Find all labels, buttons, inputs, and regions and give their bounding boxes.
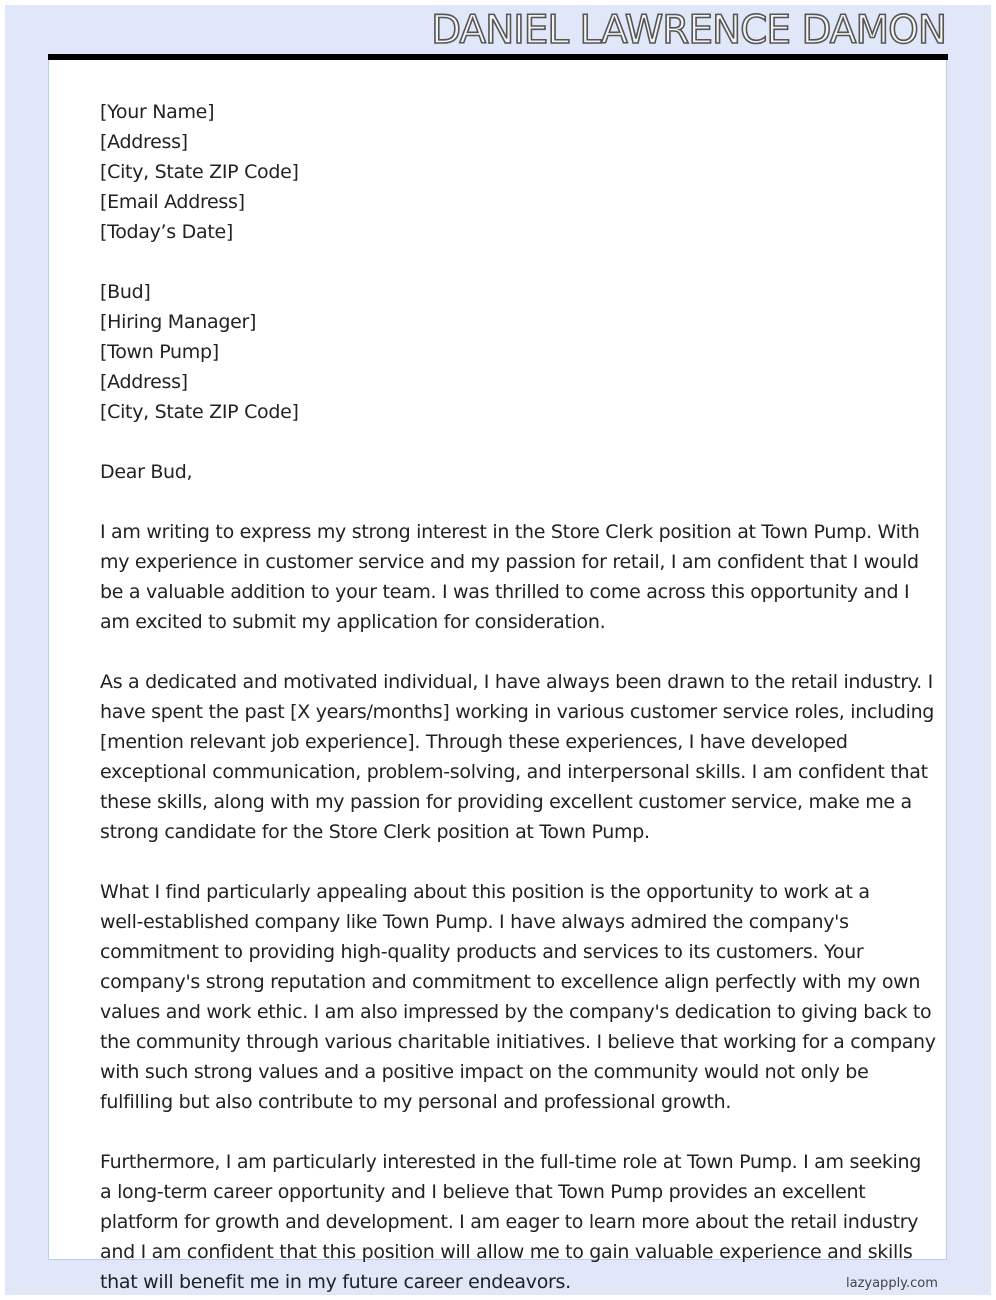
paragraph-line: am excited to submit my application for consideration. xyxy=(100,611,606,633)
spacer xyxy=(100,247,936,277)
paragraph-line: that will benefit me in my future career endeavors. xyxy=(100,1271,571,1293)
sender-line: [Your Name] xyxy=(100,101,215,123)
paragraph-line: fulfilling but also contribute to my personal and professional growth. xyxy=(100,1091,732,1113)
paragraph-line: values and work ethic. I am also impressed by the company's dedication to giving back to xyxy=(100,1001,932,1023)
paragraph-line: these skills, along with my passion for providing excellent customer service, make me a xyxy=(100,791,912,813)
paragraph-line: with such strong values and a positive impact on the community would not only be xyxy=(100,1061,869,1083)
recipient-line: [Town Pump] xyxy=(100,341,219,363)
letter-body xyxy=(100,97,936,1297)
header-name: DANIEL LAWRENCE DAMON xyxy=(431,8,946,53)
spacer xyxy=(100,637,936,667)
paragraph-line: As a dedicated and motivated individual, I have always been drawn to the retail industry. I xyxy=(100,671,933,693)
sender-line: [Address] xyxy=(100,131,188,153)
paragraph-line: platform for growth and development. I am eager to learn more about the retail industry xyxy=(100,1211,919,1233)
spacer xyxy=(100,1117,936,1147)
paragraph-line: exceptional communication, problem-solving, and interpersonal skills. I am confident that xyxy=(100,761,928,783)
sender-line: [Email Address] xyxy=(100,191,245,213)
spacer xyxy=(100,847,936,877)
paragraph-line: [mention relevant job experience]. Through these experiences, I have developed xyxy=(100,731,848,753)
watermark: lazyapply.com xyxy=(846,1276,938,1291)
paragraph-line: I am writing to express my strong interest in the Store Clerk position at Town Pump. With xyxy=(100,521,920,543)
paragraph-line: have spent the past [X years/months] working in various customer service roles, including xyxy=(100,701,935,723)
paragraph-line: and I am confident that this position will allow me to gain valuable experience and skills xyxy=(100,1241,913,1263)
paragraph-line: What I find particularly appealing about this position is the opportunity to work at a xyxy=(100,881,870,903)
paragraph-line: be a valuable addition to your team. I was thrilled to come across this opportunity and I xyxy=(100,581,910,603)
recipient-line: [Hiring Manager] xyxy=(100,311,257,333)
paragraph-line: my experience in customer service and my passion for retail, I am confident that I would xyxy=(100,551,919,573)
salutation: Dear Bud, xyxy=(100,461,193,483)
recipient-line: [Bud] xyxy=(100,281,151,303)
paragraph-line: the community through various charitable initiatives. I believe that working for a company xyxy=(100,1031,936,1053)
paragraph-line: Furthermore, I am particularly interested in the full-time role at Town Pump. I am seeking xyxy=(100,1151,922,1173)
paragraph-line: commitment to providing high-quality products and services to its customers. Your xyxy=(100,941,864,963)
paragraph-line: a long-term career opportunity and I believe that Town Pump provides an excellent xyxy=(100,1181,866,1203)
paragraph-line: well-established company like Town Pump. I have always admired the company's xyxy=(100,911,849,933)
recipient-line: [City, State ZIP Code] xyxy=(100,401,299,423)
sender-line: [Today’s Date] xyxy=(100,221,233,243)
paragraph-line: company's strong reputation and commitment to excellence align perfectly with my own xyxy=(100,971,921,993)
recipient-line: [Address] xyxy=(100,371,188,393)
spacer xyxy=(100,427,936,457)
sender-line: [City, State ZIP Code] xyxy=(100,161,299,183)
spacer xyxy=(100,487,936,517)
paragraph-line: strong candidate for the Store Clerk position at Town Pump. xyxy=(100,821,650,843)
